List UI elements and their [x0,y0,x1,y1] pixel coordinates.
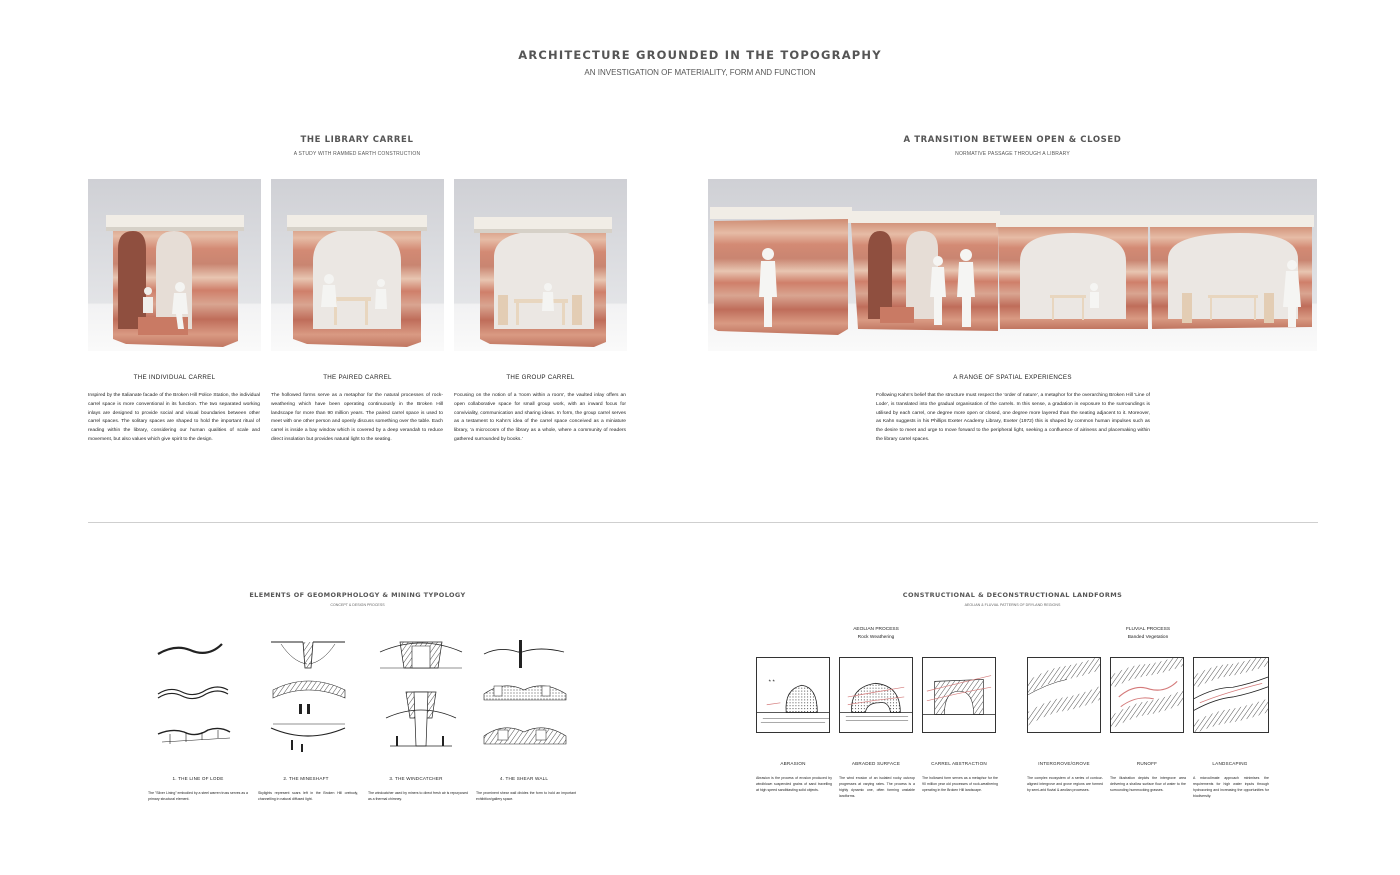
shear-wall-caption: 4. THE SHEAR WALL [499,776,549,781]
landforms-subtitle: AEOLIAN & FLUVIAL PATTERNS OF DRYLAND REGIONS [964,603,1061,607]
intergrove-grove-caption: INTERGROVE/GROVE [1038,761,1090,766]
group-carrel-text: Focusing on the notion of a 'room within a room', the vaulted inlay offers an open collaborative space for small group work, with an inward focus for conviviality, communication and sharing ideas. In form, the group carrel serves as a testament to Kahn's idea of the carrel space conceived as a miniature library, 'a microcosm of the library as a whole, where a community of readers gathered surrounded by books.' [454,393,626,442]
transition-subtitle: NORMATIVE PASSAGE THROUGH A LIBRARY [955,151,1070,157]
shear-wall-text: The prominent shear wall divides the form to hold an important exhibition/gallery space. [476,791,576,801]
aeolian-process-subtitle: Rock Weathering [857,635,895,640]
library-carrel-title: THE LIBRARY CARREL [300,135,414,145]
library-carrel-subtitle: A STUDY WITH RAMMED EARTH CONSTRUCTION [293,151,421,157]
landforms-title: CONSTRUCTIONAL & DECONSTRUCTIONAL LANDFORMS [902,591,1123,599]
mineshaft-caption: 2. THE MINESHAFT [283,776,329,781]
intergrove-grove-text: The complex ecosystem of a series of contour-aligned intergrove and grove regions are formed by semi-arid fluvial & aeolian processes. [1027,776,1103,792]
page-subtitle: AN INVESTIGATION OF MATERIALITY, FORM AND FUNCTION [584,68,816,77]
paired-carrel-photo [271,179,444,351]
paired-carrel-text: The hollowed forms serve as a metaphor for the natural processes of rock-weathering which have been operating continuously in the Broken Hill landscape for more than 90 million years. The paired carrel space is used to meet with one other person and openly discuss something over the table. Each carrel is inside a bay window which is covered by a deep verandah to reduce direct insolation but provides natural light to the seating. [271,393,443,442]
carrel-abstraction-caption: CARREL ABSTRACTION [931,761,987,766]
abrasion-text: Abrasion is the process of erosion produced by windblown suspended grains of sand travelling at high speed sandblasting solid objects. [756,776,832,792]
svg-text:* *: * * [768,679,775,686]
abraded-surface-caption: ABRADED SURFACE [851,761,901,766]
abraded-surface-text: The wind erosion of an isolated rocky outcrop progresses at varying rates. The process is a highly dynamic one, often forming unstable landforms. [839,776,915,798]
line-of-lode-sketches [150,632,240,757]
individual-carrel-caption: THE INDIVIDUAL CARREL [133,374,216,381]
spatial-experiences-caption: A RANGE OF SPATIAL EXPERIENCES [953,374,1072,381]
line-of-lode-caption: 1. THE LINE OF LODE [172,776,224,781]
individual-carrel-photo [88,179,261,351]
abraded-surface-diagram [839,657,913,733]
landscaping-caption: LANDSCAPING [1212,761,1248,766]
runoff-diagram [1110,657,1184,733]
spatial-experiences-text: Following Kahn's belief that the structure must respect the 'order of nature', a metaphor for the overarching Broken Hill 'Line of Lode', is translated into the gradual organisation of the carrels. In this sense, a gradation in exposure to the surroundings is utilised by each carrel, one degree more open or closed, one degree more layered than the seating adjacent to it. Moreover, as Kahn suggests in his Phillips Exeter Academy Library, Exeter (1972) this is shaped by common human impulses such as the desire to meet and urge to move forward to the peripheral light, seeking a confluence of airiness and placemaking within the library carrel spaces. [876,393,1150,442]
geomorphology-subtitle: CONCEPT & DESIGN PROCESS [330,603,385,607]
fluvial-process-title: FLUVIAL PROCESS [1125,627,1171,632]
abrasion-diagram [756,657,830,733]
carrel-sequence-photo [708,179,1317,351]
runoff-caption: RUNOFF [1136,761,1158,766]
individual-carrel-text: Inspired by the Italianate facade of the Broken Hill Police Station, the individual carrel space is more conventional in its function. The two separated working inlays are designed to provide social and visual boundaries between other carrel spaces. The solitary spaces are shaped to hold the important ritual of reading within the library, considering our human qualities of scale and movement, but also values which give spirit to the design. [88,393,260,442]
geomorphology-title: ELEMENTS OF GEOMORPHOLOGY & MINING TYPOLOGY [249,591,466,599]
transition-title: A TRANSITION BETWEEN OPEN & CLOSED [903,135,1122,145]
carrel-abstraction-diagram [922,657,996,733]
carrel-abstraction-text: The hollowed form serves as a metaphor for the 90 million year old processes of rock-weathering operating in the Broken Hill landscape. [922,776,998,792]
mineshaft-text: Skylights represent scars left in the Broken Hill orebody, channelling in natural diffused light. [258,791,358,801]
landscaping-text: A microclimate approach minimises the requirements for high water inputs through hydrozoning and increasing the opportunities for biodiversity. [1193,776,1269,798]
landscaping-diagram [1193,657,1269,733]
windcatcher-caption: 3. THE WINDCATCHER [389,776,443,781]
fluvial-process-subtitle: Banded Vegetation [1127,635,1169,640]
abrasion-caption: ABRASION [780,761,806,766]
mineshaft-sketches [263,632,353,757]
aeolian-process-title: AEOLIAN PROCESS [853,627,899,632]
section-divider [88,522,1318,523]
windcatcher-sketches [376,632,466,757]
group-carrel-caption: THE GROUP CARREL [506,374,575,381]
paired-carrel-caption: THE PAIRED CARREL [323,374,392,381]
runoff-text: The illustration depicts the intergrove area delivering a shallow surface flow of water to the surrounding hummocking grasses. [1110,776,1186,792]
line-of-lode-text: The "Silver Lining" embodied by a steel warren truss serves as a primary structural element. [148,791,248,801]
windcatcher-text: The windcatcher used by miners to direct fresh air is repurposed as a thermal chimney. [368,791,468,801]
intergrove-grove-diagram [1027,657,1101,733]
shear-wall-sketches [480,632,570,757]
page-title: ARCHITECTURE GROUNDED IN THE TOPOGRAPHY [518,48,882,62]
group-carrel-photo [454,179,627,351]
